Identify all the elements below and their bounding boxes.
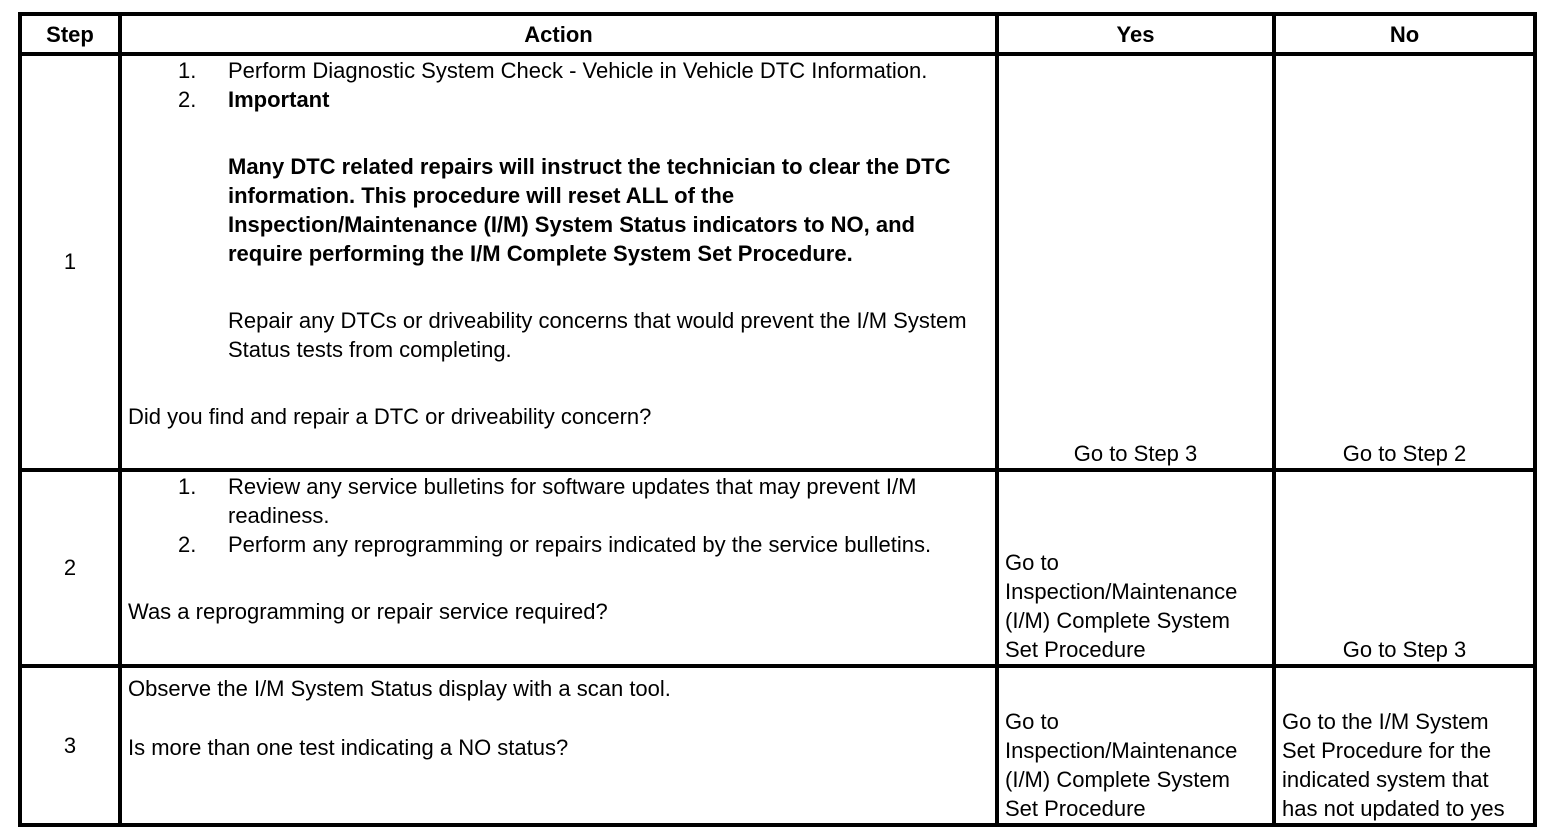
step-number: 2 [20, 470, 120, 667]
list-item [178, 56, 989, 85]
action-cell [120, 470, 997, 667]
table-row [20, 666, 1535, 825]
important-label: Important [228, 87, 330, 112]
list-item-number: 1. [178, 473, 197, 499]
list-item [178, 85, 989, 364]
action-cell [120, 666, 997, 825]
list-item-number: 2. [178, 87, 197, 112]
header-action: Action [120, 14, 997, 54]
question-text: Was a reprogramming or repair service required? [128, 598, 608, 624]
action-list [128, 472, 989, 559]
list-item-text: Perform Diagnostic System Check - Vehicle in Vehicle DTC Information. [228, 58, 928, 83]
diagnostic-table [18, 12, 1537, 827]
action-cell [120, 54, 997, 470]
no-result: Go to the I/M System Set Procedure for the indicated system that has not updated to yes [1274, 666, 1535, 825]
action-list [128, 56, 989, 364]
yes-result: Go to Inspection/Maintenance (I/M) Complete System Set Procedure [997, 666, 1274, 825]
list-item-text: Perform any reprogramming or repairs indicated by the service bulletins. [228, 531, 932, 557]
no-result: Go to Step 3 [1274, 470, 1535, 667]
list-item-text: Review any service bulletins for software updates that may prevent I/M readiness. [228, 473, 917, 528]
header-no: No [1274, 14, 1535, 54]
important-note: Many DTC related repairs will instruct the technician to clear the DTC information. This procedure will reset ALL of the Inspection/Maintenance (I/M) System Status indicators to NO, and require performing the I/M Complete System Set Procedure. [228, 154, 951, 266]
header-yes: Yes [997, 14, 1274, 54]
step-number: 1 [20, 54, 120, 470]
table-row [20, 470, 1535, 667]
list-item-number: 2. [178, 531, 197, 557]
instruction-text: Observe the I/M System Status display with a scan tool. [128, 676, 671, 702]
header-step: Step [20, 14, 120, 54]
list-item [178, 472, 989, 530]
question-text: Did you find and repair a DTC or driveability concern? [128, 404, 652, 429]
repair-note: Repair any DTCs or driveability concerns that would prevent the I/M System Status tests from completing. [228, 308, 967, 362]
list-item [178, 530, 989, 559]
yes-result: Go to Step 3 [997, 54, 1274, 470]
yes-result: Go to Inspection/Maintenance (I/M) Complete System Set Procedure [997, 470, 1274, 667]
no-result: Go to Step 2 [1274, 54, 1535, 470]
question-text: Is more than one test indicating a NO status? [128, 735, 569, 761]
list-item-number: 1. [178, 58, 197, 83]
header-row [20, 14, 1535, 54]
table-row [20, 54, 1535, 470]
step-number: 3 [20, 666, 120, 825]
